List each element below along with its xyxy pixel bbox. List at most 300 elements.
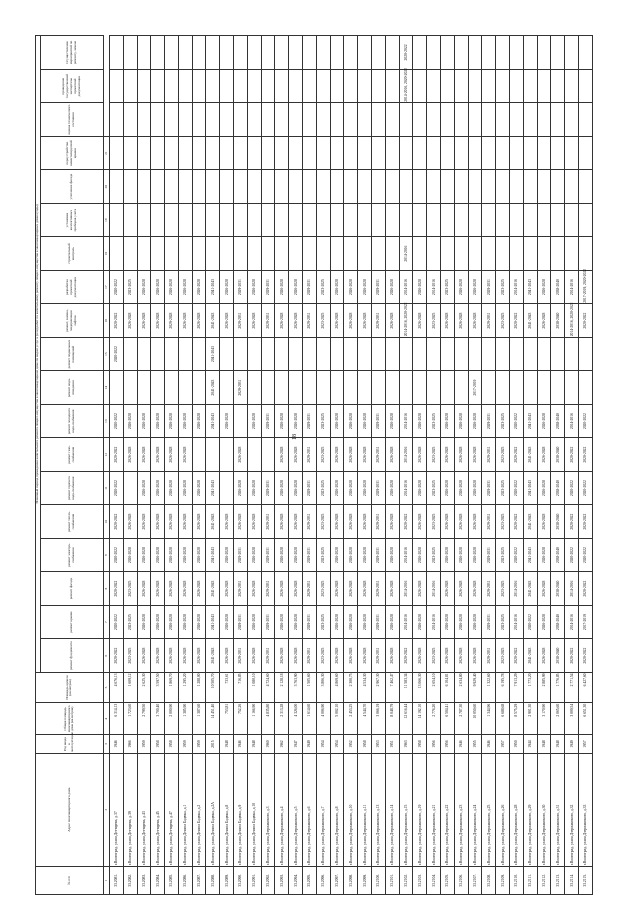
period-cell: 2038-2040 [551,505,565,539]
table-row [537,36,551,895]
period-cell [427,69,441,103]
roof-area-cell: 733,61 [220,672,234,702]
period-cell: 2026-2028 [275,471,289,505]
period-cell: 2026-2028 [289,538,303,572]
period-cell: 2026-2028 [330,404,344,438]
period-cell [234,103,248,137]
period-cell: 2038-2040 [551,605,565,639]
period-cell [454,337,468,371]
period-cell [385,170,399,204]
period-cell: 2026-2028 [275,605,289,639]
period-cell: 2026-2028 [358,505,372,539]
period-cell: 2026-2028 [275,505,289,539]
period-cell [165,203,179,237]
row-number-cell: 33.2089. [220,866,234,894]
year-cell: 1944 [523,735,537,753]
period-cell [579,69,593,103]
period-cell: 2026-2028 [385,538,399,572]
period-cell: 2020-2022 [579,404,593,438]
period-cell [247,36,261,70]
table-row [454,36,468,895]
period-cell [303,337,317,371]
period-cell: 2026-2028 [220,304,234,338]
year-cell: 1959 [192,735,206,753]
table-row [565,36,579,895]
period-cell: 2020-2022 [565,438,579,472]
row-number-cell: 33.2098. [344,866,358,894]
period-cell: 2026-2028 [123,404,137,438]
period-cell [123,170,137,204]
total-area-cell: 5 002,10 [330,703,344,735]
period-cell [358,371,372,405]
period-cell [123,203,137,237]
period-cell: 2026-2028 [454,639,468,673]
period-cell: 2026-2028 [247,572,261,606]
period-cell [565,136,579,170]
period-cell [358,237,372,271]
period-cell [427,136,441,170]
period-cell [192,69,206,103]
period-cell [192,371,206,405]
column-index-cell: 21 [103,136,109,170]
period-cell: 2026-2028 [137,471,151,505]
table-row [427,36,441,895]
period-cell: 2029-2031 [234,538,248,572]
period-cell [482,237,496,271]
period-cell [275,337,289,371]
header-col-area: Общая площадь многоквартирного дома (кв.метров) [36,703,104,735]
period-cell: 2029-2031 [261,639,275,673]
year-cell: 1966 [123,735,137,753]
period-cell: 2026-2028 [537,270,551,304]
period-cell: 2023-2025 [316,505,330,539]
period-cell [344,103,358,137]
year-cell: 1962 [275,735,289,753]
period-cell: 2029-2031 [303,605,317,639]
period-cell [151,69,165,103]
table-row [206,36,220,895]
period-cell [220,337,234,371]
period-cell [468,237,482,271]
period-cell: 2029-2031 [303,404,317,438]
period-cell: 2023-2025 [316,304,330,338]
period-cell: 2029-2031 [234,270,248,304]
period-cell: 2026-2028 [344,471,358,505]
period-cell: 2041-2043 [523,572,537,606]
period-cell [454,136,468,170]
period-cell: 2026-2028 [165,404,179,438]
period-cell: 2026-2028 [151,270,165,304]
period-cell: 2029-2031 [234,371,248,405]
period-cell [441,69,455,103]
table-row [413,36,427,895]
period-cell [192,170,206,204]
period-cell [289,136,303,170]
address-cell: г.Волгоград, ул.им.Дзержинского, д.29 [523,753,537,866]
period-cell: 2020-2022 [109,471,123,505]
period-cell [123,36,137,70]
table-row [358,36,372,895]
address-cell: г.Волгоград, ул.им.Дзержинского, д.25 [482,753,496,866]
period-cell [178,136,192,170]
year-cell: 1956 [441,735,455,753]
period-cell [234,36,248,70]
roof-area-cell: 2 634,80 [454,672,468,702]
period-cell: 2029-2031 [372,639,386,673]
period-cell: 2026-2028 [454,538,468,572]
roof-area-cell: 1 776,85 [551,672,565,702]
row-number-cell: 33.2086. [178,866,192,894]
period-cell [137,337,151,371]
period-cell [192,103,206,137]
period-cell [579,36,593,70]
roof-area-cell: 9 929,40 [468,672,482,702]
period-cell: 2026-2028 [151,505,165,539]
period-cell: 2029-2031 [303,270,317,304]
period-cell: 2026-2028 [137,605,151,639]
period-cell [178,237,192,271]
column-index-cell: 3 [103,735,109,753]
row-number-cell: 33.2091. [247,866,261,894]
roof-area-cell: 2 128,18 [275,672,289,702]
table-row [551,36,565,895]
period-cell [316,371,330,405]
subheader-cell: ремонт водо-отведения [40,371,103,405]
period-cell [123,103,137,137]
period-cell [344,136,358,170]
address-cell: г.Волгоград, ул.им.Дегтярева, д.45 [151,753,165,866]
total-area-cell: 2 000,90 [165,703,179,735]
year-cell: 1946 [234,735,248,753]
period-cell [220,36,234,70]
row-number-cell: 33.2096. [316,866,330,894]
period-cell: 2014-2016, 2020-2022 [399,69,413,103]
period-cell: 2026-2028 [165,270,179,304]
period-cell [206,36,220,70]
row-number-cell: 33.2090. [234,866,248,894]
period-cell [247,103,261,137]
period-cell: 2014-2016 [427,572,441,606]
address-cell: г.Волгоград, ул.им.Дзержинского, д.3 [261,753,275,866]
column-index-cell: 8 [103,572,109,606]
year-cell: 1953 [372,735,386,753]
period-cell: 2020-2022 [399,639,413,673]
period-cell [330,170,344,204]
period-cell [192,438,206,472]
period-cell: 2026-2028 [220,404,234,438]
period-cell: 2020-2022 [510,438,524,472]
period-cell: 2017-2019, 2020-2022 [579,270,593,304]
period-cell [385,103,399,137]
period-cell: 2029-2031 [303,639,317,673]
period-cell: 2026-2028 [413,505,427,539]
period-cell: 2023-2025 [496,605,510,639]
period-cell: 2026-2028 [275,270,289,304]
address-cell: г.Волгоград, ул.им.Дзержинского, д.11 [358,753,372,866]
address-cell: г.Волгоград, ул.им.Дениса Бадюка, д.10 [247,753,261,866]
period-cell: 2038-2040 [551,471,565,505]
period-cell: 2026-2028 [454,404,468,438]
period-cell: 2023-2025 [427,538,441,572]
roof-area-cell: 2 967,30 [372,672,386,702]
table-row [261,36,275,895]
period-cell: 2023-2025 [496,639,510,673]
row-number-cell: 33.2113. [551,866,565,894]
period-cell: 2026-2028 [137,404,151,438]
period-cell: 2026-2028 [344,438,358,472]
table-row [399,36,413,895]
period-cell [220,371,234,405]
period-cell: 2026-2028 [537,572,551,606]
period-cell: 2023-2025 [496,538,510,572]
period-cell [234,237,248,271]
period-cell [413,136,427,170]
total-area-cell: 6 314,13 [109,703,123,735]
period-cell [234,337,248,371]
table-row [165,36,179,895]
period-cell: 2029-2031 [261,538,275,572]
period-cell [275,36,289,70]
period-cell [261,170,275,204]
period-cell: 2041-2043 [206,404,220,438]
period-cell [151,36,165,70]
table-row [275,36,289,895]
total-area-cell: 10 050,60 [468,703,482,735]
total-area-cell: 4 006,90 [316,703,330,735]
period-cell [261,438,275,472]
period-cell [551,103,565,137]
period-cell: 2020-2022 [399,505,413,539]
period-cell [413,337,427,371]
period-cell: 2026-2028 [358,471,372,505]
period-cell [206,103,220,137]
roof-area-cell: 4 534,30 [358,672,372,702]
period-cell: 2014-2016 [565,572,579,606]
period-cell: 2026-2028 [468,572,482,606]
period-cell [303,371,317,405]
column-index-cell: 2 [103,753,109,866]
period-cell [565,337,579,371]
period-cell [165,136,179,170]
period-cell: 2020-2022 [510,639,524,673]
period-cell: 2014-2016 [565,404,579,438]
period-cell: 2026-2028 [468,605,482,639]
period-cell [372,237,386,271]
period-cell: 2029-2031 [234,572,248,606]
period-cell [123,471,137,505]
period-cell: 2020-2022 [579,505,593,539]
roof-area-cell: 3 806,30 [316,672,330,702]
period-cell [372,337,386,371]
header-group-plan: Плановый период проведения капитального ремонта общего имущества в многоквартирном доме по видам услуг и (или) работ по капитальному ремонту общего имущества в многоквартирных домах (годы) [36,36,41,673]
subheader-cell: проведение государственной экспертизы проектной документации [40,69,103,103]
year-cell: 1958 [165,735,179,753]
period-cell [261,36,275,70]
period-cell [165,337,179,371]
period-cell: 2026-2028 [385,404,399,438]
period-cell [413,170,427,204]
period-cell [151,371,165,405]
period-cell: 2026-2028 [441,471,455,505]
period-cell [316,36,330,70]
year-cell: 1949 [565,735,579,753]
period-cell [220,170,234,204]
roof-area-cell: 1 322,60 [482,672,496,702]
period-cell: 2026-2028 [289,505,303,539]
period-cell [496,237,510,271]
period-cell: 2023-2025 [441,270,455,304]
total-area-cell: 752,26 [234,703,248,735]
period-cell [358,136,372,170]
period-cell [192,136,206,170]
period-cell: 2041-2043 [206,538,220,572]
period-cell: 2029-2031 [261,304,275,338]
period-cell [372,203,386,237]
period-cell: 2029-2031 [372,505,386,539]
period-cell [109,203,123,237]
row-number-cell: 33.2105. [441,866,455,894]
period-cell [551,237,565,271]
row-number-cell: 33.2100. [372,866,386,894]
period-cell: 2026-2028 [275,538,289,572]
period-cell: 2026-2028 [178,639,192,673]
row-number-cell: 33.2107. [468,866,482,894]
period-cell [261,69,275,103]
period-cell: 2020-2022 [109,337,123,371]
year-cell: 1958 [413,735,427,753]
period-cell: 2026-2028 [441,639,455,673]
period-cell [178,337,192,371]
period-cell: 2023-2025 [427,438,441,472]
period-cell: 2029-2031 [234,639,248,673]
period-cell [137,69,151,103]
period-cell [454,237,468,271]
period-cell: 2026-2028 [192,605,206,639]
period-cell: 2026-2028 [178,404,192,438]
header-col-year: Год ввода в эксплуатацию [36,735,104,753]
period-cell [165,103,179,137]
period-cell [109,237,123,271]
period-cell: 2017-2019 [468,371,482,405]
period-cell [289,337,303,371]
period-cell: 2026-2028 [151,572,165,606]
period-cell: 2014-2016 [399,438,413,472]
period-cell [316,103,330,137]
period-cell [441,136,455,170]
period-cell [385,371,399,405]
period-cell: 2029-2031 [372,404,386,438]
row-number-cell: 33.2094. [289,866,303,894]
period-cell: 2026-2028 [537,639,551,673]
subheader-cell: строительный контроль [40,237,103,271]
period-cell: 2026-2028 [192,572,206,606]
column-index-cell: 16 [103,304,109,338]
year-cell: 1958 [358,735,372,753]
period-cell [454,36,468,70]
period-cell [247,371,261,405]
period-cell: 2041-2043 [523,304,537,338]
period-cell: 2020-2022 [109,538,123,572]
total-area-cell: 3 170,90 [537,703,551,735]
subheader-cell: ремонт газо-снабжения [40,438,103,472]
period-cell [330,69,344,103]
total-area-cell: 2 787,30 [454,703,468,735]
period-cell [316,136,330,170]
period-cell [413,203,427,237]
period-cell: 2029-2031 [261,605,275,639]
period-cell: 2026-2028 [413,404,427,438]
table-row [372,36,386,895]
column-index-cell: 19 [103,203,109,237]
period-cell [565,371,579,405]
period-cell [261,103,275,137]
period-cell [234,170,248,204]
period-cell [385,69,399,103]
period-cell [510,203,524,237]
period-cell [427,103,441,137]
period-cell [385,36,399,70]
period-cell: 2041-2043 [206,505,220,539]
period-cell [482,371,496,405]
period-cell [234,404,248,438]
period-cell: 2026-2028 [165,538,179,572]
roof-area-cell: 3 597,50 [151,672,165,702]
total-area-cell: 6 504,41 [441,703,455,735]
period-cell [165,36,179,70]
period-cell [551,36,565,70]
period-cell: 2023-2025 [496,270,510,304]
period-cell: 2041-2043 [523,270,537,304]
total-area-cell: 1 387,60 [192,703,206,735]
period-cell [399,103,413,137]
period-cell [192,203,206,237]
period-cell: 2026-2028 [441,572,455,606]
period-cell: 2041-2043 [523,505,537,539]
address-cell: г.Волгоград, ул.им.Дзержинского, д.30 [537,753,551,866]
subheader-cell: утепление фасада [40,170,103,204]
row-number-cell: 33.2082. [123,866,137,894]
subheader-cell: переустройство невентилируемой крыши [40,136,103,170]
period-cell [441,371,455,405]
column-index-cell: 12 [103,438,109,472]
period-cell: 2026-2028 [178,304,192,338]
period-cell [510,136,524,170]
period-cell: 2038-2040 [551,538,565,572]
period-cell [523,103,537,137]
period-cell [178,36,192,70]
period-cell: 2026-2028 [468,471,482,505]
period-cell: 2029-2031 [234,605,248,639]
period-cell [454,203,468,237]
row-number-cell: 33.2110. [510,866,524,894]
table-row [123,36,137,895]
period-cell: 2026-2028 [537,605,551,639]
period-cell [427,170,441,204]
address-cell: г.Волгоград, ул.им.Дениса Бадюка, д.1 [178,753,192,866]
period-cell: 2026-2028 [385,505,399,539]
period-cell [220,136,234,170]
total-area-cell: 2 453,25 [344,703,358,735]
period-cell: 2026-2028 [358,538,372,572]
period-cell [454,103,468,137]
row-number-cell: 33.2103. [413,866,427,894]
period-cell [427,36,441,70]
period-cell: 2026-2028 [137,538,151,572]
period-cell [579,371,593,405]
period-cell [316,237,330,271]
period-cell: 2014-2016 [510,572,524,606]
period-cell [537,103,551,137]
